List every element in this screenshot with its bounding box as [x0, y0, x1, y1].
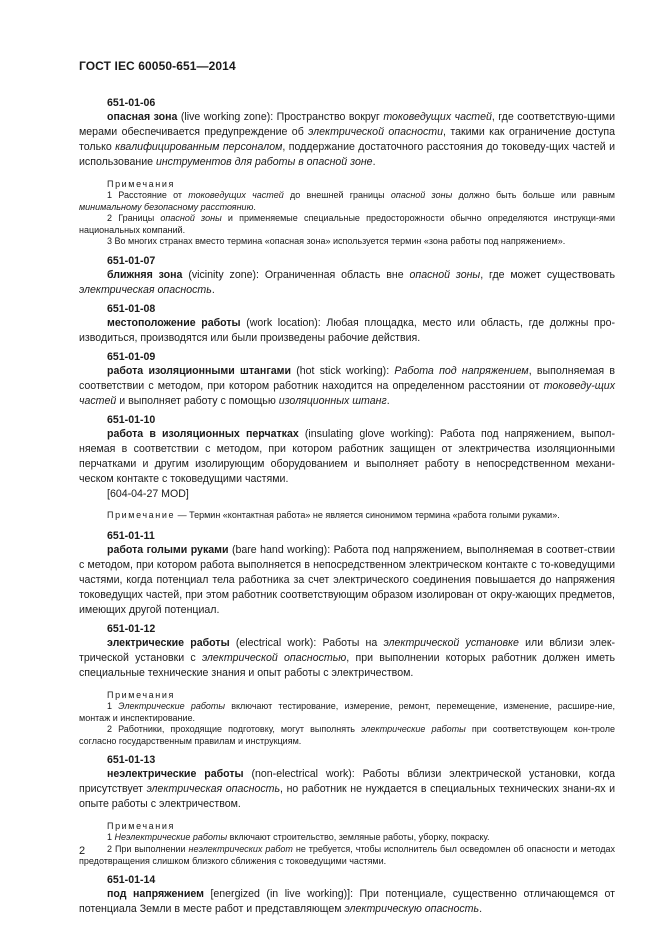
term-definition: работа изоляционными штангами (hot stick working): Работа под напряжением, выполняемая в соответствии с методом, при котором работник находится на определенном расстоянии от токоведу-щих частей и выполняет работу с помощью изоляционных штанг. — [79, 364, 615, 407]
note-item: 2 Работники, проходящие подготовку, могут выполнять электрические работы при соответствующем кон-троле согласно государственным правилам и инструкциям. — [79, 724, 615, 746]
term-title: работа голыми руками — [107, 543, 229, 556]
term-definition: опасная зона (live working zone): Пространство вокруг токоведущих частей, где соответствую-щими мерами обеспечивается предупреждение об электрической опасности, такими как ограничение доступа только квалифицированным персоналом, поддержание достаточного расстояния до токоведу-щих частей и использование инструментов для работы в опасной зоне. — [79, 111, 615, 168]
note-item: 1 Неэлектрические работы включают строительство, земляные работы, уборку, покраску. — [107, 832, 490, 843]
term-number: 651-01-14 — [107, 874, 156, 887]
document-body — [79, 92, 615, 917]
term-definition: работа в изоляционных перчатках (insulating glove working): Работа под напряжением, выпол-няемая в соответствии с методом, при котором работник защищен от электричества изоляционными перчатками и другим изолирующим оборудованием и выполняет работу в непосредственном механи-ческом контакте с токоведущими частями. — [79, 427, 615, 485]
term-title: под напряжением — [107, 888, 204, 901]
term-title: неэлектрические работы — [107, 768, 244, 781]
notes-heading: Примечания — [107, 179, 175, 189]
term-title: ближняя зона — [107, 268, 183, 281]
term-number: 651-01-12 — [107, 622, 156, 635]
term-title: местоположение работы — [107, 316, 241, 329]
notes-heading: Примечания — [107, 821, 175, 832]
note-item: 3 Во многих странах вместо термина «опасная зона» используется термин «зона работы под напряжением». — [107, 236, 566, 247]
term-title: электрические работы — [107, 636, 230, 649]
note-item: Примечание — Термин «контактная работа» не является синонимом термина «работа голыми руками». — [107, 509, 560, 520]
page-number: 2 — [79, 845, 86, 857]
term-number: 651-01-08 — [107, 302, 156, 315]
term-definition: под напряжением [energized (in live working)]: При потенциале, существенно отличающемся от потенциала Земли в месте работ и представляющем электрическую опасность. — [79, 888, 615, 916]
term-title: работа изоляционными штангами — [107, 364, 291, 377]
document-header: ГОСТ IEC 60050-651—2014 — [79, 59, 236, 73]
term-definition: работа голыми руками (bare hand working): Работа под напряжением, выполняемая в соответ-ствии с методом, при котором работа выполняется в непосредственном электрическом контакте с то-коведущими частями, когда потенциал тела работника за счет электрического соединения повышается до напряжения токоведущих частей, при этом работник соответствующим образом изолирован от окру-жающих предметов, имеющих другой потенциал. — [79, 543, 615, 616]
term-number: 651-01-11 — [107, 529, 155, 542]
term-definition: неэлектрические работы (non-electrical work): Работы вблизи электрической установки, когда присутствует электрическая опасность, но работник не нуждается в специальных технических знани-ях и опыте работы с электричеством. — [79, 768, 615, 811]
term-number: 651-01-10 — [107, 413, 156, 426]
term-title: опасная зона — [107, 111, 178, 123]
note-item: 1 Электрические работы включают тестирование, измерение, ремонт, перемещение, изменение, расшире-ние, монтаж и инспектирование. — [79, 700, 615, 723]
term-title: работа в изоляционных перчатках — [107, 427, 299, 440]
source-reference: [604-04-27 MOD] — [107, 487, 189, 500]
term-number: 651-01-13 — [107, 754, 156, 767]
notes-heading: Примечания — [107, 689, 175, 700]
term-number: 651-01-09 — [107, 350, 156, 363]
term-number: 651-01-06 — [107, 97, 156, 109]
note-item: 2 Границы опасной зоны и применяемые специальные предосторожности обычно определяются инструкци-ями национальных компаний. — [79, 213, 615, 235]
note-item: 2 При выполнении неэлектрических работ не требуется, чтобы исполнитель был осведомлен об опасности и методах предотвращения слишком близкого сближения с токоведущими частями. — [79, 843, 615, 866]
term-number: 651-01-07 — [107, 254, 156, 267]
term-definition: ближняя зона (vicinity zone): Ограниченная область вне опасной зоны, где может существовать электрическая опасность. — [79, 268, 615, 296]
term-definition: электрические работы (electrical work): Работы на электрической установке или вблизи элек-трической установки с электрической опасностью, при выполнении которых работник должен иметь специальные технические знания и опыт работы с электричеством. — [79, 636, 616, 679]
note-item: 1 Расстояние от токоведущих частей до внешней границы опасной зоны должно быть больше или равным минимальному безопасному расстоянию. — [79, 190, 615, 212]
term-definition: местоположение работы (work location): Любая площадка, место или область, где должны про-изводиться, производятся или были произведены рабочие действия. — [79, 316, 616, 344]
